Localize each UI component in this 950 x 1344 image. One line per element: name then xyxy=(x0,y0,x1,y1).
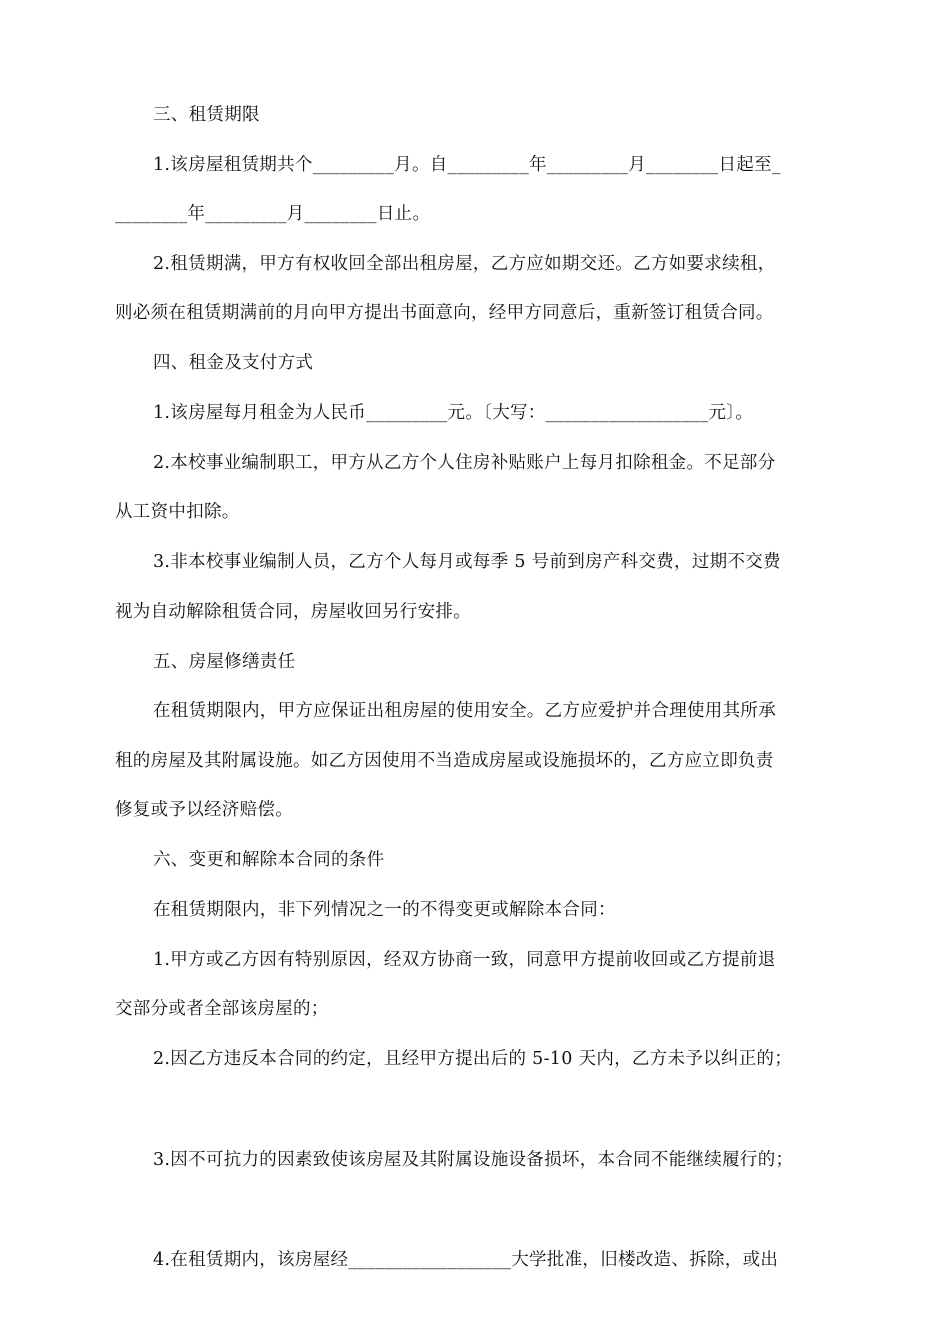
clause-3-1-line-1: 1.该房屋租赁期共个_________月。自_________年_________月________日起至_ xyxy=(153,155,781,175)
clause-5-line-2: 租的房屋及其附属设施。如乙方因使用不当造成房屋或设施损坏的，乙方应立即负责 xyxy=(115,751,774,771)
clause-4-3-line-2: 视为自动解除租赁合同，房屋收回另行安排。 xyxy=(115,602,471,622)
clause-6-intro: 在租赁期限内，非下列情况之一的不得变更或解除本合同： xyxy=(153,900,616,920)
clause-4-1: 1.该房屋每月租金为人民币_________元。〔大写：__________________元〕。 xyxy=(153,403,754,423)
clause-6-4: 4.在租赁期内，该房屋经__________________大学批准，旧楼改造、拆除，或出 xyxy=(153,1250,779,1270)
clause-3-2-line-2: 则必须在租赁期满前的月向甲方提出书面意向，经甲方同意后，重新签订租赁合同。 xyxy=(115,303,774,323)
clause-6-2: 2.因乙方违反本合同的约定，且经甲方提出后的 5-10 天内，乙方未予以纠正的； xyxy=(153,1049,793,1069)
clause-5-line-3: 修复或予以经济赔偿。 xyxy=(115,800,293,820)
clause-6-1-line-1: 1.甲方或乙方因有特别原因，经双方协商一致，同意甲方提前收回或乙方提前退 xyxy=(153,950,776,970)
clause-4-2-line-1: 2.本校事业编制职工，甲方从乙方个人住房补贴账户上每月扣除租金。不足部分 xyxy=(153,453,776,473)
section-6-heading: 六、变更和解除本合同的条件 xyxy=(153,850,385,870)
clause-4-3-line-1: 3.非本校事业编制人员，乙方个人每月或每季 5 号前到房产科交费，过期不交费 xyxy=(153,552,781,572)
section-4-heading: 四、租金及支付方式 xyxy=(153,353,314,373)
section-3-heading: 三、租赁期限 xyxy=(153,105,260,125)
clause-6-1-line-2: 交部分或者全部该房屋的； xyxy=(115,999,329,1019)
clause-3-1-line-2: ________年_________月________日止。 xyxy=(115,204,431,224)
clause-5-line-1: 在租赁期限内，甲方应保证出租房屋的使用安全。乙方应爱护并合理使用其所承 xyxy=(153,701,776,721)
clause-6-3: 3.因不可抗力的因素致使该房屋及其附属设施设备损坏，本合同不能继续履行的； xyxy=(153,1150,794,1170)
clause-4-2-line-2: 从工资中扣除。 xyxy=(115,502,240,522)
clause-3-2-line-1: 2.租赁期满，甲方有权收回全部出租房屋，乙方应如期交还。乙方如要求续租， xyxy=(153,254,776,274)
section-5-heading: 五、房屋修缮责任 xyxy=(153,652,296,672)
